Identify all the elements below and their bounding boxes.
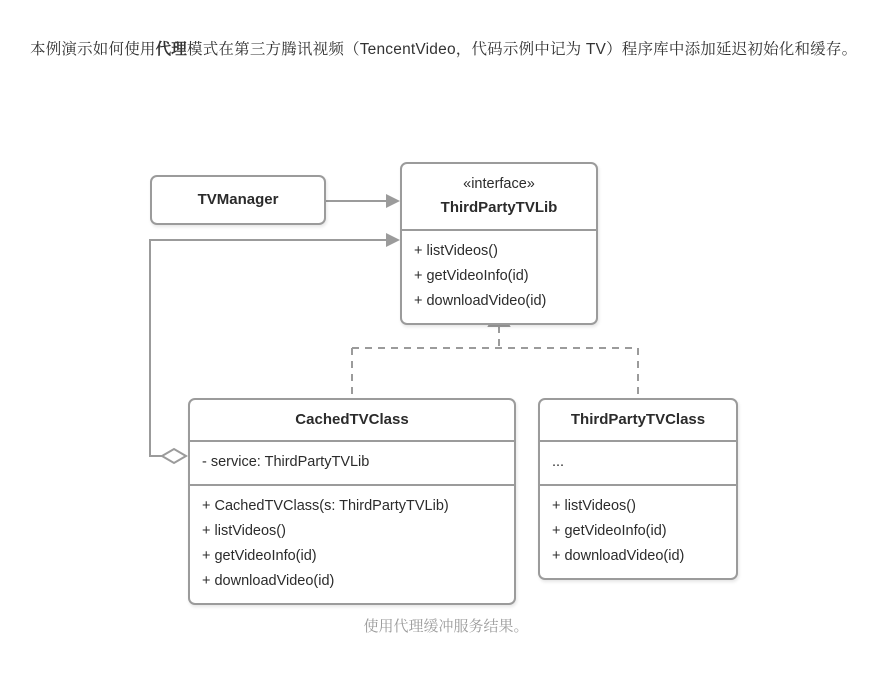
class-title: TVManager — [197, 191, 279, 208]
class-title: ThirdPartyTVLib — [440, 199, 558, 216]
arrowhead-cached — [386, 233, 400, 247]
aggregation-diamond — [162, 449, 186, 463]
class-attributes-cachedtvclass — [190, 440, 514, 484]
figure-caption: 使用代理缓冲服务结果。 — [363, 618, 529, 635]
class-title: ThirdPartyTVClass — [570, 411, 706, 428]
class-header-thirdpartytvclass — [540, 400, 736, 440]
class-methods-thirdpartytvlib — [402, 229, 596, 323]
intro-bold-term: 代理 — [155, 40, 188, 58]
class-title: CachedTVClass — [295, 411, 409, 428]
method-item: + downloadVideo(id) — [202, 573, 335, 589]
method-item: + listVideos() — [414, 243, 498, 259]
class-methods-cachedtvclass — [190, 484, 514, 603]
arrowhead-tvmanager — [386, 194, 400, 208]
class-box-cachedtvclass[interactable] — [188, 398, 516, 605]
intro-paragraph — [30, 34, 866, 66]
method-item: + getVideoInfo(id) — [552, 523, 667, 539]
method-item: + getVideoInfo(id) — [202, 548, 317, 564]
class-box-tvmanager[interactable] — [150, 175, 326, 225]
class-box-thirdpartytvlib[interactable] — [400, 162, 598, 325]
method-item: + listVideos() — [552, 498, 636, 514]
class-header-tvmanager — [152, 177, 324, 223]
class-methods-thirdpartytvclass — [540, 484, 736, 578]
method-item: + downloadVideo(id) — [414, 293, 547, 309]
intro-prefix: 本例演示如何使用 — [30, 40, 156, 58]
attribute-item: - service: ThirdPartyTVLib — [202, 454, 370, 470]
method-item: + listVideos() — [202, 523, 286, 539]
class-box-thirdpartytvclass[interactable] — [538, 398, 738, 580]
intro-suffix: 模式在第三方腾讯视频（TencentVideo，代码示例中记为 TV）程序库中添加延迟初始化和缓存。 — [187, 40, 858, 58]
method-item: + CachedTVClass(s: ThirdPartyTVLib) — [202, 498, 449, 514]
attribute-item: ... — [552, 454, 565, 470]
method-item: + getVideoInfo(id) — [414, 268, 529, 284]
class-header-cachedtvclass — [190, 400, 514, 440]
uml-class-diagram — [0, 140, 892, 640]
class-attributes-thirdpartytvclass — [540, 440, 736, 484]
method-item: + downloadVideo(id) — [552, 548, 685, 564]
class-header-thirdpartytvlib — [402, 164, 596, 229]
stereotype-label: «interface» — [463, 176, 535, 192]
